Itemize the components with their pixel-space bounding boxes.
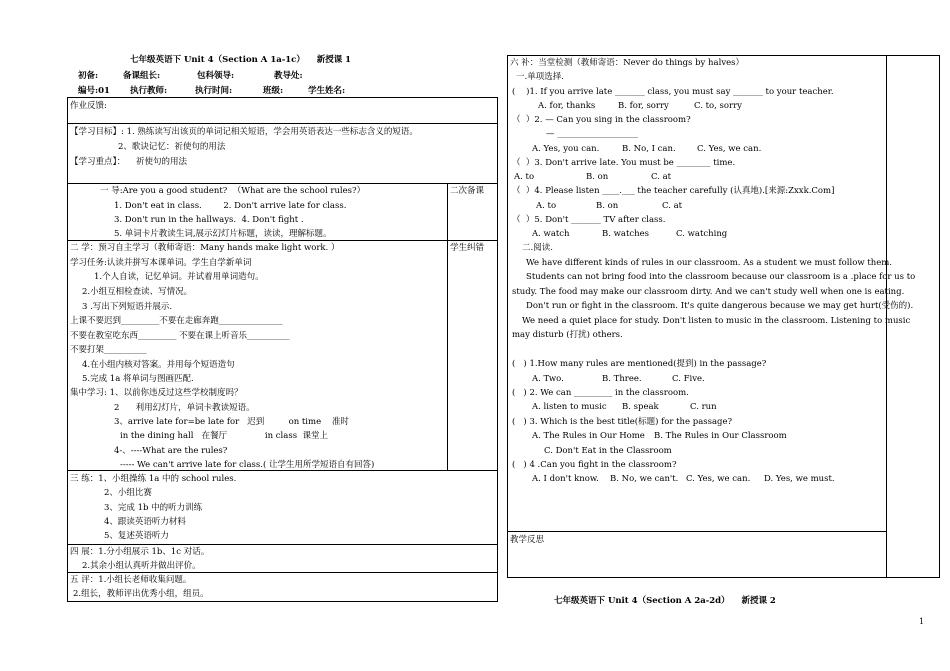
teaching-reflection: 教学反思	[510, 535, 545, 545]
lesson-title-right: 七年级英语下 Unit 4（Section A 2a-2d） 新授课 2	[554, 596, 776, 606]
option: A. Yes, you can.	[532, 144, 600, 154]
divider	[67, 123, 498, 124]
option: A. to	[514, 172, 535, 182]
passage-line: We need a quiet place for study. Don't listen to music in the classroom. Listening to music	[522, 316, 911, 326]
show-line: 四 展：1.分小组展示 1b、1c 对话。	[70, 547, 210, 557]
part-title: 二.阅读.	[522, 243, 553, 253]
meta-field: 执行教师:	[130, 86, 168, 96]
question-2: （ ）2. — Can you sing in the classroom?	[512, 115, 691, 125]
show-line: 2.其余小组认真听并做出评价。	[82, 561, 201, 571]
intro-line: 一 导:Are you a good student? （What are the school rules?）	[100, 186, 366, 196]
study-line: 3 .写出下列短语并展示.	[82, 302, 173, 312]
practice-line: 5、复述英语听力	[104, 531, 169, 541]
practice-line: 3、完成 1b 中的听力训练	[104, 503, 203, 513]
option: A. I don't know.	[532, 474, 599, 484]
option: C. Don't Eat in the Classroom	[544, 446, 672, 456]
passage-line: Don't run or fight in the classroom. It's quite dangerous because we may get hurt(受伤的).	[526, 301, 914, 311]
study-line: 二 学：预习自主学习（教师寄语：Many hands make light work. ）	[70, 243, 340, 253]
option: C. at	[662, 201, 683, 211]
question-1: ( )1. If you arrive late _______ class, you must say _______ to your teacher.	[512, 87, 834, 97]
option: B. No, I can.	[622, 144, 676, 154]
study-line: 上课不要迟到_________不要在走廊奔跑_______________	[70, 316, 283, 326]
option: C. Five.	[672, 374, 705, 384]
meta-field: 教导处:	[274, 71, 303, 81]
learning-focus: 【学习重点】： 祈使句的用法	[70, 157, 188, 167]
study-line: 1.个人自读，记忆单词。并试着用单词造句。	[94, 272, 264, 282]
meta-field: 包科领导:	[197, 71, 235, 81]
meta-field: 初备:	[78, 71, 99, 81]
page-number: 1	[919, 617, 925, 626]
option: A. Two.	[532, 374, 564, 384]
question-5: （ ）5. Don't _______ TV after class.	[512, 215, 666, 225]
study-line: 3、arrive late for=be late for 迟到 on time 准时	[114, 417, 349, 427]
study-line: 2.小组互相检查读、写情况。	[82, 287, 193, 297]
option: B. on	[586, 172, 609, 182]
study-line: 不要在教室吃东西_________ 不要在课上听音乐__________	[70, 331, 290, 341]
option: B. speak	[622, 402, 659, 412]
study-line: 集中学习: 1、以前你违反过这些学校制度吗？	[70, 388, 243, 398]
homework-feedback: 作业反馈:	[70, 101, 107, 111]
meta-field: 备课组长:	[123, 71, 161, 81]
passage-line: We have different kinds of rules in our classroom. As a student we must follow them.	[526, 258, 893, 268]
meta-field: 学生姓名:	[308, 86, 346, 96]
option: B. The Rules in Our Classroom	[654, 431, 787, 441]
study-line: 4-、----What are the rules?	[114, 446, 228, 456]
meta-field: 编号:01	[78, 86, 110, 96]
divider	[507, 531, 886, 532]
study-line: 5.完成 1a 将单词与图画匹配.	[82, 374, 194, 384]
intro-line: 3. Don't run in the hallways. 4. Don't fight .	[114, 215, 304, 225]
passage-line: may disturb (打扰) others.	[512, 330, 623, 340]
option: C. Yes, we can.	[697, 144, 762, 154]
practice-line: 2、小组比赛	[104, 488, 152, 498]
reading-question-1: ( ) 1.How many rules are mentioned(提到) in the passage?	[512, 359, 767, 369]
reading-question-3: ( ) 3. Which is the best title(标题) for the passage?	[512, 417, 733, 427]
option: C. Yes, we can.	[686, 474, 751, 484]
study-line: 不要打架__________	[70, 345, 147, 355]
study-line: 学习任务:认读并拼写本课单词。学生自学新单词	[70, 258, 252, 268]
study-line: 4.在小组内核对答案。并用每个短语造句	[82, 360, 235, 370]
study-line: in the dining hall 在餐厅 in class 课堂上	[120, 431, 328, 441]
passage-line: Students can not bring food into the classroom because our classroom is a .place for us to	[526, 272, 916, 282]
question-4: （ ）4. Please listen ____.___ the teacher carefully (认真地).[来源:Zxxk.Com]	[512, 186, 835, 196]
option: B. for, sorry	[618, 101, 669, 111]
divider	[67, 544, 498, 545]
question-3: （ ）3. Don't arrive late. You must be ________ time.	[512, 158, 736, 168]
option: A. listen to music	[532, 402, 607, 412]
question-2-answer-line: — ___________________	[546, 129, 638, 139]
option: B. on	[596, 201, 619, 211]
option: C. run	[690, 402, 717, 412]
option: B. No, we can't.	[610, 474, 679, 484]
lesson-title-left: 七年级英语下 Unit 4（Section A 1a-1c） 新授课 1	[130, 55, 352, 65]
option: C. at	[651, 172, 672, 182]
intro-line: 1. Don't eat in class. 2. Don't arrive late for class.	[114, 201, 347, 211]
practice-line: 4、跟读英语听力材料	[104, 517, 186, 527]
reading-question-2: ( ) 2. We can _________ in the classroom.	[512, 388, 689, 398]
option: C. to, sorry	[694, 101, 742, 111]
passage-line: study. The food may make our classroom dirty. And we can't study well when one is eating.	[512, 287, 905, 297]
intro-line: 5. 单词卡片教读生词,展示幻灯片标题，读读，理解标题。	[114, 229, 332, 239]
side-column-divider	[447, 183, 448, 470]
option: A. The Rules in Our Home	[532, 431, 645, 441]
study-line: 2 利用幻灯片，单词卡教读短语。	[114, 403, 255, 413]
divider	[67, 183, 498, 184]
practice-line: 三 练：1、小组操练 1a 中的 school rules.	[70, 474, 237, 484]
evaluate-line: 2.组长，教师评出优秀小组，组员。	[73, 589, 209, 599]
option: C. watching	[676, 229, 728, 239]
learning-goal: 2、歌诀记忆：祈使句的用法	[118, 142, 226, 152]
meta-field: 班级:	[263, 86, 284, 96]
option: A. to	[536, 201, 557, 211]
divider	[67, 240, 498, 241]
option: B. Three.	[602, 374, 642, 384]
option: A. for, thanks	[538, 101, 596, 111]
learning-goal: 【学习目标】: 1. 熟练读写出该页的单词记相关短语，学会用英语表达一些标志含义的短语。	[70, 127, 418, 137]
check-header: 六 补：当堂检测（教师寄语：Never do things by halves）	[510, 58, 745, 68]
evaluate-line: 五 评：1.小组长老师收集问题。	[70, 575, 192, 585]
meta-field: 执行时间:	[195, 86, 233, 96]
study-line: ----- We can't arrive late for class.( 让学生用所学短语自有回答)	[120, 460, 375, 470]
error-correction-label: 学生纠错	[450, 243, 485, 253]
reading-question-4: ( ) 4 .Can you fight in the classroom?	[512, 460, 677, 470]
option: A. watch	[532, 229, 570, 239]
divider	[67, 572, 498, 573]
option: B. watches	[602, 229, 650, 239]
option: D. Yes, we must.	[764, 474, 835, 484]
part-title: 一.单项选择.	[516, 72, 564, 82]
second-prep-label: 二次备课	[450, 186, 485, 196]
